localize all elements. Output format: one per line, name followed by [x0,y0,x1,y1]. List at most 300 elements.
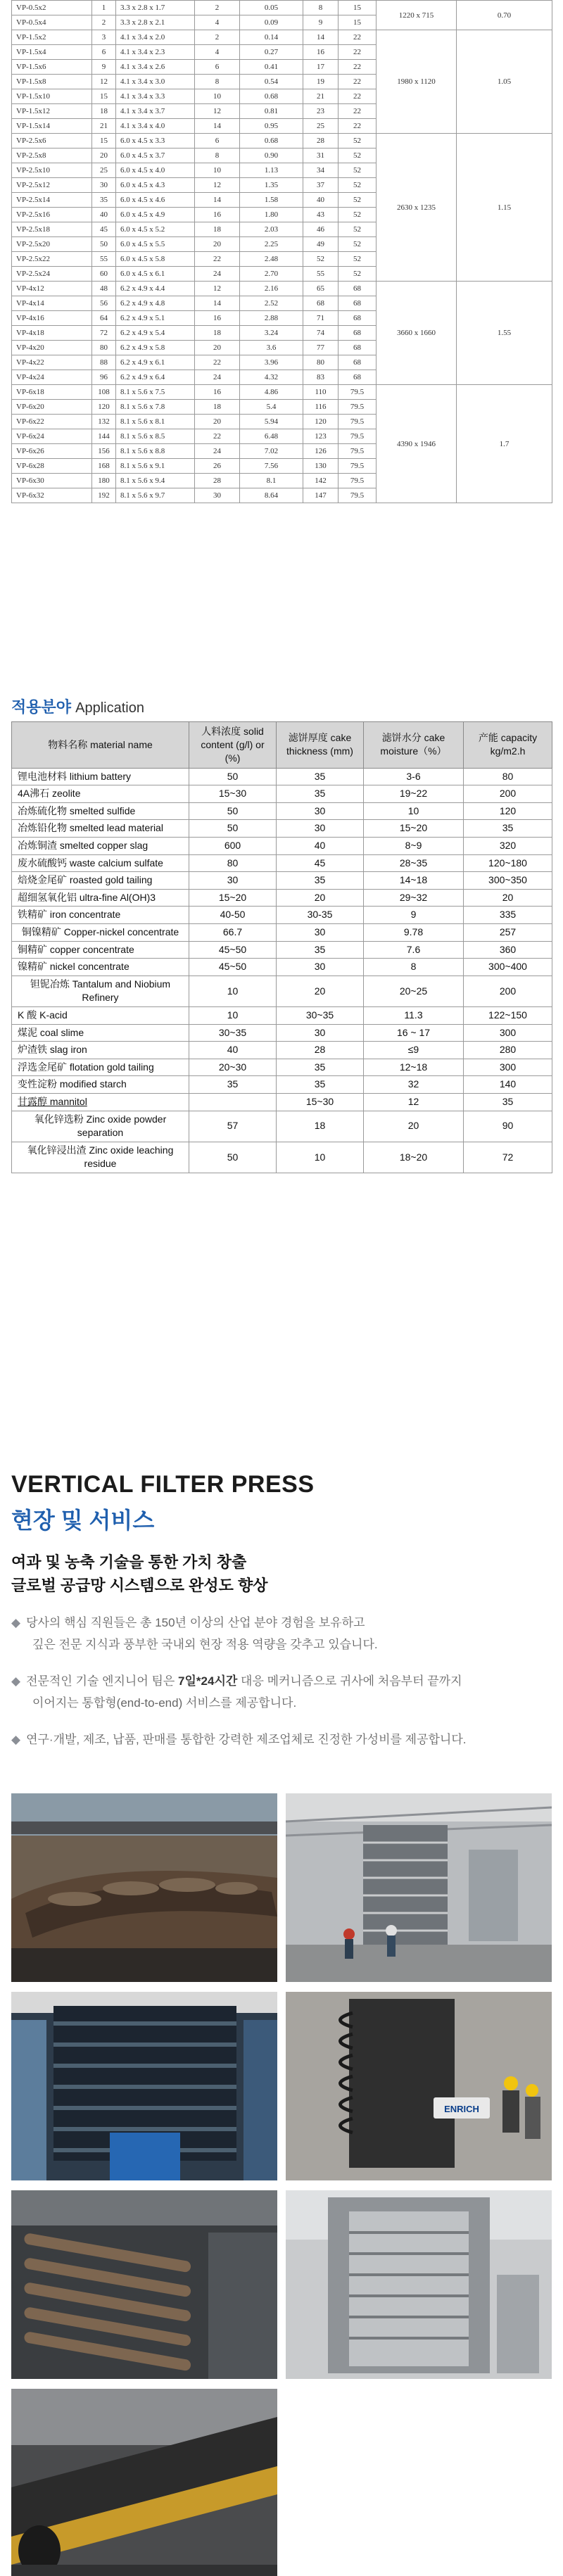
spec-cell-d: 3.24 [240,326,303,341]
spec-cell-f: 22 [339,89,377,104]
application-title-ko: 적용분야 [11,698,72,716]
application-value: 30 [277,820,364,838]
application-header: 物料名称 material name [12,722,189,769]
spec-cell-d: 3.6 [240,341,303,355]
application-value: 45~50 [189,959,277,976]
application-value: 20 [364,1111,464,1142]
bullet-highlight: 7일*24시간 [178,1674,238,1688]
spec-cell-b: 6.2 x 4.9 x 5.8 [116,341,195,355]
application-row [12,802,552,820]
spec-cell-f: 52 [339,193,377,208]
spec-cell-model: VP-2.5x18 [12,222,92,237]
spec-cell-f: 52 [339,208,377,222]
bullet-text: 이어지는 통합형(end-to-end) 서비스를 제공합니다. [32,1696,297,1710]
spec-cell-e: 25 [303,119,339,134]
application-value: 8~9 [364,838,464,855]
spec-cell-e: 77 [303,341,339,355]
application-value: 300 [464,1059,552,1076]
application-material: 浮选金尾矿 flotation gold tailing [12,1059,189,1076]
spec-cell-e: 120 [303,415,339,429]
application-value: 28~35 [364,854,464,872]
application-value: 35 [464,1093,552,1111]
application-material: 铜精矿 copper concentrate [12,941,189,959]
spec-cell-f: 79.5 [339,429,377,444]
application-material: 氧化锌选粉 Zinc oxide powder separation [12,1111,189,1142]
spec-cell-d: 1.35 [240,178,303,193]
spec-cell-c: 30 [195,488,240,503]
spec-cell-a: 12 [92,75,116,89]
application-value: 28 [277,1042,364,1059]
spec-cell-b: 6.2 x 4.9 x 4.4 [116,282,195,296]
spec-cell-f: 79.5 [339,415,377,429]
spec-cell-e: 8 [303,1,339,15]
application-value: 35 [277,1059,364,1076]
spec-cell-model: VP-4x14 [12,296,92,311]
spec-cell-a: 6 [92,45,116,60]
spec-cell-c: 2 [195,1,240,15]
application-title-en: Application [75,700,144,716]
spec-cell-a: 40 [92,208,116,222]
application-material: 冶炼铜渣 smelted copper slag [12,838,189,855]
application-row [12,872,552,890]
application-value: 10 [364,802,464,820]
application-header: 产能 capacity kg/m2.h [464,722,552,769]
spec-cell-e: 34 [303,163,339,178]
spec-cell-c: 20 [195,415,240,429]
spec-cell-a: 156 [92,444,116,459]
application-value: 15~20 [364,820,464,838]
application-value: 90 [464,1111,552,1142]
spec-cell-c: 24 [195,267,240,282]
application-value: 14~18 [364,872,464,890]
spec-cell-b: 6.2 x 4.9 x 5.1 [116,311,195,326]
spec-cell-model: VP-2.5x24 [12,267,92,282]
application-value: 335 [464,907,552,924]
spec-cell-d: 2.88 [240,311,303,326]
spec-cell-a: 30 [92,178,116,193]
spec-cell-c: 16 [195,385,240,400]
spec-cell-f: 22 [339,104,377,119]
spec-cell-d: 0.27 [240,45,303,60]
application-value: 30 [277,924,364,942]
application-value: 35 [277,1076,364,1094]
bullet-manufacturer [11,1729,553,1750]
application-value: 200 [464,976,552,1006]
application-value: 35 [464,820,552,838]
application-material: 4A沸石 zeolite [12,785,189,803]
spec-cell-model: VP-6x28 [12,459,92,474]
bullet-text: 대응 메커니즘으로 귀사에 처음부터 끝까지 [237,1674,462,1688]
spec-cell-d: 2.70 [240,267,303,282]
spec-cell-b: 6.0 x 4.5 x 4.9 [116,208,195,222]
spec-cell-model: VP-0.5x4 [12,15,92,30]
spec-cell-e: 46 [303,222,339,237]
photo-plant-overview [286,1793,552,1982]
application-row [12,785,552,803]
application-value: 15~30 [189,785,277,803]
application-value: 20 [277,889,364,907]
application-row [12,1093,552,1111]
application-value: 57 [189,1111,277,1142]
spec-cell-b: 8.1 x 5.6 x 8.8 [116,444,195,459]
application-value: 12~18 [364,1059,464,1076]
spec-cell-f: 52 [339,222,377,237]
application-value: 30 [277,1024,364,1042]
spec-cell-b: 8.1 x 5.6 x 8.5 [116,429,195,444]
vfp-title: VERTICAL FILTER PRESS [11,1471,315,1498]
spec-row [12,30,552,45]
diamond-icon: ◆ [11,1733,21,1746]
spec-cell-a: 56 [92,296,116,311]
application-row [12,1142,552,1173]
spec-cell-f: 22 [339,45,377,60]
spec-cell-d: 0.68 [240,89,303,104]
spec-cell-c: 12 [195,178,240,193]
application-value: 300~350 [464,872,552,890]
application-value: 15~20 [189,889,277,907]
spec-cell-f: 52 [339,252,377,267]
spec-cell-f: 68 [339,296,377,311]
spec-cell-model: VP-6x26 [12,444,92,459]
application-value: 29~32 [364,889,464,907]
spec-cell-f: 79.5 [339,459,377,474]
spec-cell-d: 2.16 [240,282,303,296]
application-value: 300 [464,1024,552,1042]
spec-cell-e: 116 [303,400,339,415]
application-material: 铜镍精矿 Copper-nickel concentrate [12,924,189,942]
spec-cell-c: 20 [195,237,240,252]
spec-cell-f: 79.5 [339,444,377,459]
application-value: 35 [277,768,364,785]
application-material: K 酸 K-acid [12,1006,189,1024]
vfp-subtitle: 현장 및 서비스 [11,1508,155,1533]
application-value: 35 [277,872,364,890]
spec-cell-e: 17 [303,60,339,75]
application-value: 50 [189,802,277,820]
spec-cell-b: 8.1 x 5.6 x 9.1 [116,459,195,474]
spec-table-container [11,0,552,503]
spec-cell-c: 22 [195,252,240,267]
spec-cell-d: 7.02 [240,444,303,459]
spec-group-size: 1980 x 1120 [377,30,457,134]
spec-cell-model: VP-2.5x20 [12,237,92,252]
spec-cell-c: 22 [195,429,240,444]
spec-cell-e: 130 [303,459,339,474]
spec-cell-model: VP-1.5x2 [12,30,92,45]
application-table-container [11,721,552,1173]
spec-cell-a: 144 [92,429,116,444]
spec-cell-c: 28 [195,474,240,488]
spec-cell-c: 12 [195,104,240,119]
spec-cell-d: 1.13 [240,163,303,178]
spec-cell-a: 21 [92,119,116,134]
spec-cell-c: 22 [195,355,240,370]
application-value: 280 [464,1042,552,1059]
spec-cell-d: 0.68 [240,134,303,149]
application-value: 120~180 [464,854,552,872]
spec-cell-a: 18 [92,104,116,119]
spec-cell-e: 9 [303,15,339,30]
spec-cell-f: 22 [339,30,377,45]
application-value: 30~35 [189,1024,277,1042]
spec-cell-b: 6.2 x 4.9 x 6.4 [116,370,195,385]
spec-cell-c: 18 [195,326,240,341]
spec-cell-b: 4.1 x 3.4 x 2.3 [116,45,195,60]
spec-cell-c: 4 [195,15,240,30]
spec-cell-e: 68 [303,296,339,311]
spec-cell-a: 15 [92,89,116,104]
spec-cell-b: 8.1 x 5.6 x 7.5 [116,385,195,400]
spec-cell-d: 0.09 [240,15,303,30]
spec-cell-c: 26 [195,459,240,474]
application-value [189,1093,277,1111]
spec-cell-model: VP-6x30 [12,474,92,488]
application-material: 煤泥 coal slime [12,1024,189,1042]
spec-cell-b: 8.1 x 5.6 x 7.8 [116,400,195,415]
application-value: 35 [277,785,364,803]
spec-cell-d: 2.25 [240,237,303,252]
spec-cell-a: 48 [92,282,116,296]
spec-cell-b: 6.0 x 4.5 x 4.0 [116,163,195,178]
bullet-experience [11,1612,553,1655]
application-value: 300~400 [464,959,552,976]
application-row [12,768,552,785]
application-row [12,976,552,1006]
application-value: 3-6 [364,768,464,785]
spec-cell-model: VP-4x22 [12,355,92,370]
application-material: 甘露醇 mannitol [12,1093,189,1111]
application-value: 11.3 [364,1006,464,1024]
spec-cell-model: VP-4x24 [12,370,92,385]
application-value: 7.6 [364,941,464,959]
application-material: 焙烧金尾矿 roasted gold tailing [12,872,189,890]
spec-cell-b: 6.0 x 4.5 x 3.7 [116,149,195,163]
spec-cell-d: 0.90 [240,149,303,163]
spec-cell-model: VP-2.5x22 [12,252,92,267]
application-material: 炉渣铁 slag iron [12,1042,189,1059]
application-row [12,1042,552,1059]
bullet-text: 깊은 전문 지식과 풍부한 국내외 현장 적용 역량을 갖추고 있습니다. [32,1638,378,1651]
spec-cell-f: 79.5 [339,474,377,488]
application-material: 废水硫酸钙 waste calcium sulfate [12,854,189,872]
spec-cell-d: 7.56 [240,459,303,474]
spec-cell-d: 8.64 [240,488,303,503]
bullet-text: 연구·개발, 제조, 납품, 판매를 통합한 강력한 제조업체로 진정한 가성비를 제공합니다. [26,1733,467,1746]
photo-plates-stack [11,1992,277,2180]
spec-cell-f: 52 [339,134,377,149]
application-header: 滤饼厚度 cake thickness (mm) [277,722,364,769]
spec-cell-e: 28 [303,134,339,149]
spec-cell-c: 10 [195,89,240,104]
spec-cell-a: 132 [92,415,116,429]
application-value: 120 [464,802,552,820]
bullet-text: 전문적인 기술 엔지니어 팀은 [26,1674,179,1688]
spec-cell-e: 21 [303,89,339,104]
spec-cell-e: 31 [303,149,339,163]
spec-cell-d: 0.54 [240,75,303,89]
application-value: 35 [277,941,364,959]
spec-cell-f: 52 [339,149,377,163]
spec-cell-c: 6 [195,134,240,149]
spec-group-size: 2630 x 1235 [377,134,457,282]
application-row [12,907,552,924]
spec-cell-d: 4.32 [240,370,303,385]
spec-cell-model: VP-1.5x4 [12,45,92,60]
application-value: 40 [189,1042,277,1059]
spec-cell-model: VP-0.5x2 [12,1,92,15]
application-value: 35 [189,1076,277,1094]
spec-cell-e: 126 [303,444,339,459]
spec-cell-f: 79.5 [339,400,377,415]
application-value: 50 [189,768,277,785]
application-header: 滤饼水分 cake moisture（%） [364,722,464,769]
spec-row [12,282,552,296]
spec-cell-e: 37 [303,178,339,193]
spec-cell-a: 2 [92,15,116,30]
spec-group-size: 1220 x 715 [377,1,457,30]
application-row [12,941,552,959]
spec-cell-b: 8.1 x 5.6 x 8.1 [116,415,195,429]
spec-cell-model: VP-2.5x14 [12,193,92,208]
spec-cell-d: 4.86 [240,385,303,400]
diamond-icon: ◆ [11,1674,21,1688]
spec-cell-d: 1.58 [240,193,303,208]
spec-cell-f: 52 [339,267,377,282]
application-header: 人料浓度 solid content (g/l) or (%) [189,722,277,769]
spec-table [11,0,552,503]
spec-cell-c: 24 [195,370,240,385]
application-value: 20~30 [189,1059,277,1076]
spec-cell-a: 45 [92,222,116,237]
spec-row [12,1,552,15]
spec-cell-model: VP-4x12 [12,282,92,296]
application-value: 200 [464,785,552,803]
spec-cell-b: 8.1 x 5.6 x 9.7 [116,488,195,503]
application-row [12,1111,552,1142]
spec-cell-model: VP-2.5x8 [12,149,92,163]
application-value: 50 [189,820,277,838]
application-value: 30 [277,959,364,976]
spec-cell-a: 96 [92,370,116,385]
spec-cell-d: 2.52 [240,296,303,311]
spec-cell-model: VP-4x18 [12,326,92,341]
spec-cell-d: 1.80 [240,208,303,222]
spec-cell-f: 79.5 [339,385,377,400]
spec-cell-b: 6.0 x 4.5 x 4.6 [116,193,195,208]
spec-cell-d: 6.48 [240,429,303,444]
spec-cell-b: 6.2 x 4.9 x 5.4 [116,326,195,341]
spec-cell-a: 192 [92,488,116,503]
spec-cell-c: 2 [195,30,240,45]
application-material: 锂电池材料 lithium battery [12,768,189,785]
spec-cell-b: 6.0 x 4.5 x 6.1 [116,267,195,282]
spec-cell-c: 16 [195,311,240,326]
photo-roller-belt [11,2389,277,2576]
spec-cell-e: 55 [303,267,339,282]
spec-cell-d: 3.96 [240,355,303,370]
application-value: 40-50 [189,907,277,924]
spec-cell-d: 5.4 [240,400,303,415]
application-value: 72 [464,1142,552,1173]
spec-cell-b: 6.0 x 4.5 x 5.5 [116,237,195,252]
spec-cell-b: 3.3 x 2.8 x 2.1 [116,15,195,30]
spec-group-size: 3660 x 1660 [377,282,457,385]
spec-cell-a: 180 [92,474,116,488]
spec-group-size: 4390 x 1946 [377,385,457,503]
application-value: 600 [189,838,277,855]
application-value: 16 ~ 17 [364,1024,464,1042]
spec-cell-b: 6.2 x 4.9 x 4.8 [116,296,195,311]
spec-cell-a: 60 [92,267,116,282]
spec-cell-b: 6.0 x 4.5 x 5.2 [116,222,195,237]
spec-cell-f: 52 [339,163,377,178]
spec-cell-a: 120 [92,400,116,415]
application-value: ≤9 [364,1042,464,1059]
application-table [11,721,552,1173]
spec-cell-b: 6.2 x 4.9 x 6.1 [116,355,195,370]
spec-group-value: 1.7 [457,385,552,503]
spec-cell-model: VP-1.5x8 [12,75,92,89]
diamond-icon: ◆ [11,1616,21,1629]
photo-enrich-machine [286,1992,552,2180]
application-row [12,1006,552,1024]
application-value: 257 [464,924,552,942]
spec-cell-model: VP-4x20 [12,341,92,355]
application-material: 超细氢氧化铝 ultra-fine Al(OH)3 [12,889,189,907]
spec-cell-b: 6.0 x 4.5 x 3.3 [116,134,195,149]
spec-cell-d: 5.94 [240,415,303,429]
application-value: 45~50 [189,941,277,959]
vfp-tagline-2: 글로벌 공급망 시스템으로 완성도 향상 [11,1577,268,1594]
spec-cell-f: 22 [339,119,377,134]
application-value: 20 [277,976,364,1006]
application-material: 钽铌冶炼 Tantalum and Niobium Refinery [12,976,189,1006]
application-row [12,889,552,907]
spec-cell-c: 8 [195,75,240,89]
spec-cell-model: VP-2.5x16 [12,208,92,222]
spec-cell-d: 0.41 [240,60,303,75]
spec-cell-c: 14 [195,119,240,134]
application-value: 10 [277,1142,364,1173]
spec-cell-d: 2.03 [240,222,303,237]
spec-cell-f: 68 [339,370,377,385]
application-row [12,959,552,976]
application-row [12,820,552,838]
vfp-tagline-1: 여과 및 농축 기술을 통한 가치 창출 [11,1553,247,1571]
spec-cell-model: VP-2.5x10 [12,163,92,178]
spec-cell-model: VP-4x16 [12,311,92,326]
application-value: 15~30 [277,1093,364,1111]
application-value: 12 [364,1093,464,1111]
spec-cell-d: 0.95 [240,119,303,134]
spec-cell-a: 9 [92,60,116,75]
application-value: 80 [464,768,552,785]
spec-cell-e: 52 [303,252,339,267]
application-material: 氧化锌浸出渣 Zinc oxide leaching residue [12,1142,189,1173]
spec-cell-c: 8 [195,149,240,163]
spec-group-value: 1.05 [457,30,552,134]
application-value: 30~35 [277,1006,364,1024]
application-row [12,838,552,855]
application-row [12,1076,552,1094]
application-row [12,854,552,872]
spec-cell-model: VP-2.5x12 [12,178,92,193]
application-value: 320 [464,838,552,855]
application-value: 30 [277,802,364,820]
spec-cell-d: 0.81 [240,104,303,119]
spec-cell-c: 14 [195,296,240,311]
spec-cell-a: 108 [92,385,116,400]
